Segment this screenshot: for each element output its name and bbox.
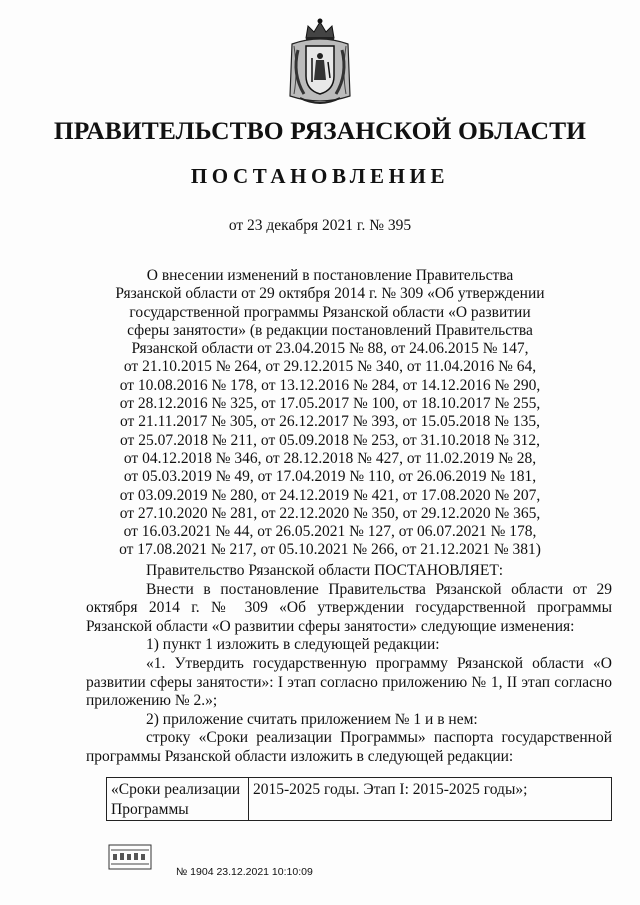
item-2-text-paragraph: строку «Сроки реализации Программы» паспорта государственной программы Рязанской области изложить в следующей редакции: bbox=[86, 729, 612, 765]
subject-line: Рязанской области от 29 октября 2014 г. № 309 «Об утверждении bbox=[115, 285, 545, 303]
subject-line: от 21.11.2017 № 305, от 26.12.2017 № 393, от 15.05.2018 № 135, bbox=[120, 413, 540, 431]
subject-line: от 04.12.2018 № 346, от 28.12.2018 № 427, от 11.02.2019 № 28, bbox=[123, 449, 537, 467]
organization-title: ПРАВИТЕЛЬСТВО РЯЗАНСКОЙ ОБЛАСТИ bbox=[53, 116, 587, 145]
intro-paragraph: Внести в постановление Правительства Рязанской области от 29 октября 2014 г. № 309 «Об утверждении государственной программы Рязанской области «О развитии сферы занятости» следующие изменения: bbox=[86, 580, 612, 635]
subject-line: от 27.10.2020 № 281, от 22.12.2020 № 350, от 29.12.2020 № 365, bbox=[119, 504, 541, 522]
subject-line: О внесении изменений в постановление Правительства bbox=[146, 267, 514, 284]
table-cell-value: 2015-2025 годы. Этап I: 2015-2025 годы»; bbox=[249, 778, 612, 821]
implementation-period-table bbox=[106, 777, 612, 821]
subject-line: сферы занятости» (в редакции постановлений Правительства bbox=[127, 321, 533, 339]
subject-line: государственной программы Рязанской области «О развитии bbox=[129, 303, 531, 321]
subject-line: от 05.03.2019 № 49, от 17.04.2019 № 110, от 26.06.2019 № 181, bbox=[123, 468, 537, 486]
registration-reference: № 1904 23.12.2021 10:10:09 bbox=[176, 866, 313, 878]
document-subject bbox=[100, 267, 560, 560]
registry-stamp-icon bbox=[108, 844, 152, 870]
subject-line: от 21.10.2015 № 264, от 29.12.2015 № 340, от 11.04.2016 № 64, bbox=[123, 358, 537, 376]
subject-line: от 28.12.2016 № 325, от 17.05.2017 № 100, от 18.10.2017 № 255, bbox=[119, 395, 541, 413]
subject-line: от 17.08.2021 № 217, от 05.10.2021 № 266, от 21.12.2021 № 381) bbox=[119, 541, 541, 559]
subject-line: от 03.09.2019 № 280, от 24.12.2019 № 421, от 17.08.2020 № 207, bbox=[119, 486, 541, 504]
table-row bbox=[107, 778, 612, 821]
subject-line: от 16.03.2021 № 44, от 26.05.2021 № 127, от 06.07.2021 № 178, bbox=[123, 523, 537, 541]
subject-line: Рязанской области от 23.04.2015 № 88, от 24.06.2015 № 147, bbox=[131, 340, 529, 358]
subject-line: от 10.08.2016 № 178, от 13.12.2016 № 284, от 14.12.2016 № 290, bbox=[119, 376, 541, 394]
document-type: ПОСТАНОВЛЕНИЕ bbox=[190, 164, 450, 188]
item-1-paragraph: 1) пункт 1 изложить в следующей редакции: bbox=[146, 636, 440, 654]
item-1-quote-paragraph: «1. Утвердить государственную программу Рязанской области «О развитии сферы занятости»: I этап согласно приложению № 1, II этап согласно приложению № 2.»; bbox=[86, 654, 612, 710]
item-2-paragraph: 2) приложение считать приложением № 1 и в нем: bbox=[146, 710, 478, 728]
coat-of-arms-icon bbox=[284, 16, 356, 108]
subject-line: от 25.07.2018 № 211, от 05.09.2018 № 253, от 31.10.2018 № 312, bbox=[120, 431, 540, 449]
document-date-number: от 23 декабря 2021 г. № 395 bbox=[228, 217, 412, 234]
resolves-paragraph: Правительство Рязанской области ПОСТАНОВЛЯЕТ: bbox=[146, 562, 504, 579]
table-cell-label: «Сроки реализации Программы bbox=[107, 778, 249, 821]
document-body bbox=[86, 562, 612, 767]
